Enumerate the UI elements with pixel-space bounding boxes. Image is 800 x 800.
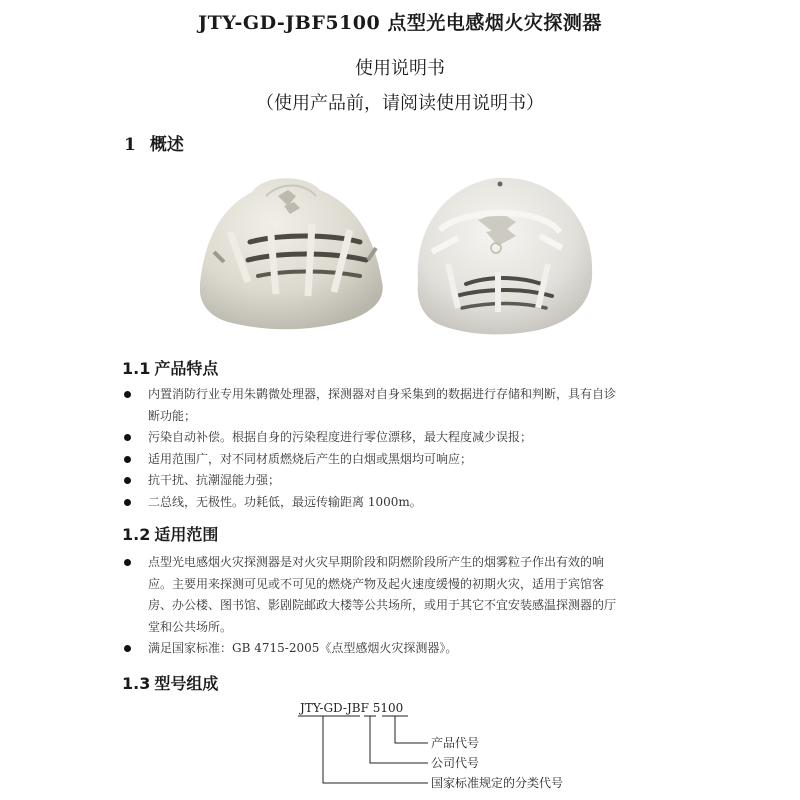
list-item [122, 427, 622, 449]
section-heading-features [122, 356, 218, 379]
list-item-text: 内置消防行业专用朱鹮微处理器，探测器对自身采集到的数据进行存储和判断，具有自诊断功能； [148, 387, 617, 423]
section-number: 1 [124, 135, 136, 155]
bullet-icon [124, 477, 131, 484]
section-heading-model [122, 671, 218, 694]
list-item [122, 638, 622, 660]
section-heading-overview [124, 130, 184, 155]
bullet-icon [124, 645, 131, 652]
section-number: 1.3 [122, 674, 151, 693]
bullet-icon [124, 456, 131, 463]
list-item [122, 492, 622, 514]
bullet-icon [124, 391, 131, 398]
label-company-code: 公司代号 [431, 756, 480, 770]
list-item-text: 适用范围广，对不同材质燃烧后产生的白烟或黑烟均可响应； [148, 451, 473, 466]
list-item-text: 满足国家标准：GB 4715-2005《点型感烟火灾探测器》。 [148, 641, 458, 655]
document-subtitle: 使用说明书 [355, 58, 445, 79]
section-title: 型号组成 [154, 674, 219, 693]
section-number: 1.1 [122, 359, 151, 378]
bullet-icon [124, 434, 131, 441]
list-item-text: 点型光电感烟火灾探测器是对火灾早期阶段和阴燃阶段所产生的烟雾粒子作出有效的响应。主要用来探测可见或不可见的燃烧产物及起火速度缓慢的初期火灾，适用于宾馆客房、办公楼、图书馆、影剧院邮政大楼等公共场所，或用于其它不宜安装感温探测器的厅堂和公共场所。 [148, 555, 617, 634]
list-item-text: 污染自动补偿。根据自身的污染程度进行零位漂移，最大程度减少误报； [148, 430, 533, 444]
bullet-icon [124, 559, 131, 566]
label-classification-code: 国家标准规定的分类代号 [431, 776, 564, 790]
list-item [122, 470, 622, 492]
section-title: 产品特点 [154, 359, 219, 378]
bullet-icon [124, 499, 131, 506]
connector-classification [323, 716, 428, 783]
list-item-text: 二总线，无极性。功耗低，最远传输距离 1000m。 [148, 494, 422, 509]
list-item [122, 449, 622, 471]
section-title: 适用范围 [154, 525, 219, 544]
section-heading-scope [122, 522, 218, 545]
model-code-diagram [290, 695, 620, 800]
section-number: 1.2 [122, 525, 151, 544]
connector-product [395, 716, 428, 743]
model-code-text: JTY-GD-JBF 5100 [300, 701, 404, 715]
section-title: 概述 [149, 135, 184, 155]
list-item-text: 抗干扰、抗潮湿能力强； [148, 473, 281, 487]
scope-list [122, 552, 622, 660]
smoke-detector-side-view [200, 178, 383, 329]
product-photo [200, 172, 600, 342]
connector-company [370, 716, 428, 763]
document-title: JTY-GD-JBF5100 点型光电感烟火灾探测器 [198, 12, 602, 34]
list-item [122, 384, 622, 427]
smoke-detector-front-view [418, 178, 593, 335]
list-item [122, 552, 622, 638]
features-list [122, 384, 622, 513]
label-product-code: 产品代号 [431, 736, 480, 750]
reading-note: （使用产品前，请阅读使用说明书） [256, 93, 544, 114]
